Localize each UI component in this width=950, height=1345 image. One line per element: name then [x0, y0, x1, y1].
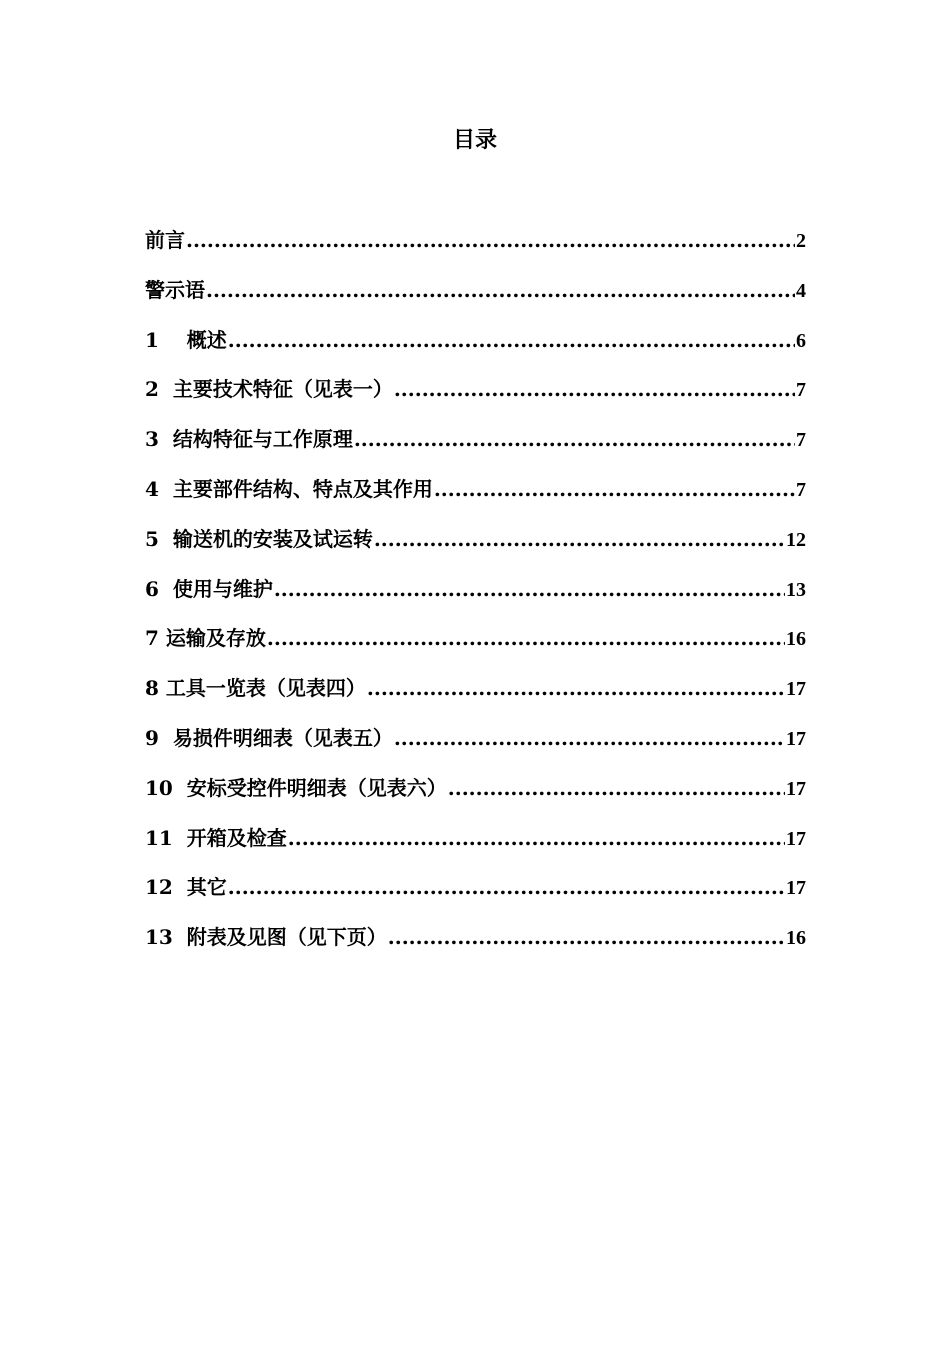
toc-dot-leader — [394, 722, 785, 754]
toc-entry — [145, 324, 806, 374]
toc-entry — [145, 274, 806, 324]
toc-dot-leader — [374, 523, 785, 555]
toc-dot-leader — [186, 224, 795, 256]
toc-entry — [145, 672, 806, 722]
toc-entry-page: 17 — [786, 877, 806, 900]
toc-entry — [145, 921, 806, 971]
toc-entry-label: 1 概述 — [145, 327, 227, 352]
toc-entry-page: 17 — [786, 777, 806, 800]
toc-dot-leader — [394, 373, 795, 405]
toc-entry — [145, 772, 806, 822]
toc-entry-page: 17 — [786, 827, 806, 850]
toc-entry — [145, 423, 806, 473]
toc-entry — [145, 722, 806, 772]
toc-entry — [145, 822, 806, 872]
toc-entry-page: 7 — [796, 478, 806, 501]
toc-entry-page: 17 — [786, 678, 806, 701]
toc-entry-label: 4 主要部件结构、特点及其作用 — [145, 476, 433, 501]
toc-entry-page: 16 — [786, 628, 806, 651]
toc-dot-leader — [228, 324, 795, 356]
toc-entry-label: 8 工具一览表（见表四） — [145, 676, 366, 701]
toc-entry-page: 12 — [786, 528, 806, 551]
toc-entry — [145, 373, 806, 423]
toc-entry-label: 7 运输及存放 — [145, 626, 266, 651]
toc-dot-leader — [267, 622, 785, 654]
toc-dot-leader — [448, 772, 785, 804]
toc-dot-leader — [367, 672, 785, 704]
toc-entry-label: 2 主要技术特征（见表一） — [145, 377, 393, 402]
toc-entry-page: 7 — [796, 429, 806, 452]
toc-entry-label: 11 开箱及检查 — [145, 825, 287, 850]
toc-entry-page: 7 — [796, 379, 806, 402]
toc-dot-leader — [206, 274, 795, 306]
toc-dot-leader — [354, 423, 795, 455]
toc-entry-label: 警示语 — [145, 277, 205, 302]
toc-entry-label: 10 安标受控件明细表（见表六） — [145, 775, 447, 800]
toc-entry — [145, 224, 806, 274]
toc-dot-leader — [288, 822, 785, 854]
toc-title: 目录 — [452, 127, 497, 153]
toc-entry-label: 6 使用与维护 — [145, 576, 273, 601]
toc-dot-leader — [388, 921, 785, 953]
toc-entry-label: 13 附表及见图（见下页） — [145, 925, 387, 950]
toc-entry-page: 17 — [786, 727, 806, 750]
toc-entry — [145, 523, 806, 573]
toc-dot-leader — [228, 871, 785, 903]
toc-entry-page: 16 — [786, 927, 806, 950]
toc-entry-label: 9 易损件明细表（见表五） — [145, 725, 393, 750]
toc-entry — [145, 573, 806, 623]
toc-entry-label: 前言 — [145, 228, 185, 252]
toc-entry-page: 6 — [796, 329, 806, 352]
toc-entry-page: 4 — [796, 279, 806, 302]
toc-list — [145, 224, 806, 971]
toc-entry — [145, 473, 806, 523]
toc-entry — [145, 871, 806, 921]
toc-entry-page: 13 — [786, 578, 806, 601]
toc-entry-label: 12 其它 — [145, 875, 227, 900]
toc-entry-label: 5 输送机的安装及试运转 — [145, 526, 373, 551]
toc-entry-page: 2 — [796, 230, 806, 252]
toc-entry — [145, 622, 806, 672]
toc-dot-leader — [274, 573, 785, 605]
toc-dot-leader — [434, 473, 795, 505]
toc-entry-label: 3 结构特征与工作原理 — [145, 427, 353, 452]
